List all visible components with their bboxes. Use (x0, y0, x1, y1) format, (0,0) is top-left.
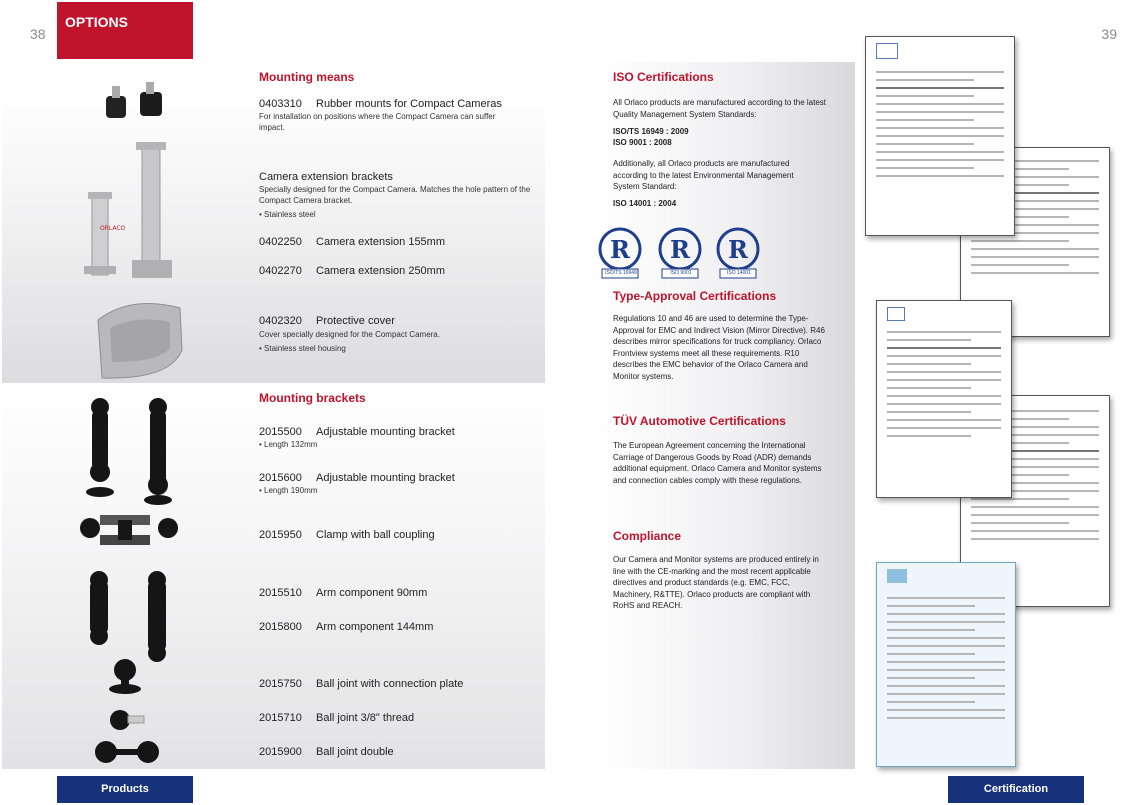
tuv-title: TÜV Automotive Certifications (613, 414, 786, 428)
item-2015950 (259, 529, 435, 541)
item-name: Arm component 144mm (316, 621, 434, 633)
item-0402320 (259, 315, 395, 327)
iso-intro: All Orlaco products are manufactured according to the latest Quality Management System Standards: (613, 98, 826, 119)
type-approval-title: Type-Approval Certifications (613, 289, 777, 303)
mounting-means-title: Mounting means (259, 70, 355, 84)
item-code: 2015600 (259, 472, 302, 484)
item-code: 2015800 (259, 621, 302, 633)
item-2015500 (259, 426, 455, 438)
products-button[interactable]: Products (57, 776, 193, 803)
item-name: Camera extension 250mm (316, 265, 446, 277)
item-code: 2015500 (259, 426, 302, 438)
item-code: 0402250 (259, 236, 302, 248)
protective-cover-image (98, 304, 182, 379)
item-code: 2015750 (259, 678, 302, 690)
ball-joint-plate-image (109, 659, 141, 694)
item-description: For installation on positions where the Compact Camera can suffer impact. (259, 112, 496, 132)
certificate-document (876, 300, 1012, 498)
certificate-logo-icon (876, 43, 898, 59)
page-number-left: 38 (30, 26, 46, 42)
certificate-logo-icon (887, 307, 905, 321)
logo-caption: ISO 9001 (670, 270, 692, 276)
svg-text:R: R (728, 235, 748, 264)
item-name: Clamp with ball coupling (316, 529, 435, 541)
item-0403310 (259, 98, 502, 110)
item-description: Cover specially designed for the Compact Camera. (259, 330, 440, 339)
item-code: 2015950 (259, 529, 302, 541)
logo-caption: ISO 14001 (727, 270, 751, 276)
item-name: Protective cover (316, 315, 395, 327)
item-bullet: • Stainless steel (259, 210, 316, 219)
compliance-title: Compliance (613, 529, 682, 543)
type-approval-text: Regulations 10 and 46 are used to determine the Type-Approval for EMC and Indirect Vision (Mirror Directive). R46 describes mirror specifications for truck compliancy. Orlaco Frontview systems meet all these requirements. R10 describes the EMC behavior of the Orlaco Camera and Monitor systems. (613, 314, 825, 381)
item-name: Ball joint double (316, 746, 394, 758)
item-2015710 (259, 712, 414, 724)
item-2015800 (259, 621, 433, 633)
logo-caption: ISO/TS 16949 (605, 270, 637, 276)
svg-text:R: R (610, 235, 630, 264)
item-code: 2015710 (259, 712, 302, 724)
iso-title: ISO Certifications (613, 70, 714, 84)
svg-text:ORLACO: ORLACO (100, 225, 126, 232)
tuv-text: The European Agreement concerning the International Carriage of Dangerous Goods by Road (ADR) demands additional equipment. Orlaco Camera and Monitor systems and connection cables comply with these regulations. (613, 441, 822, 485)
ball-joint-thread-image (110, 710, 144, 730)
iso-logo-row (596, 225, 766, 281)
item-camera-extension-brackets (259, 171, 393, 183)
item-code: 2015510 (259, 587, 302, 599)
certificate-document (876, 562, 1016, 767)
item-2015900 (259, 746, 394, 758)
item-code: 0403310 (259, 98, 302, 110)
item-bullet: • Stainless steel housing (259, 344, 346, 353)
item-name: Camera extension brackets (259, 171, 393, 183)
iso-standard-14001: ISO 14001 : 2004 (613, 199, 677, 208)
item-name: Rubber mounts for Compact Cameras (316, 98, 502, 110)
mounting-brackets-title: Mounting brackets (259, 391, 366, 405)
certificate-document (865, 36, 1015, 236)
item-name: Arm component 90mm (316, 587, 428, 599)
item-0402250 (259, 236, 445, 248)
ball-joint-double-image (95, 741, 159, 763)
iso-standard-ts16949: ISO/TS 16949 : 2009 (613, 127, 689, 136)
item-description: Specially designed for the Compact Camera. Matches the hole pattern of the Compact Camera bracket. (259, 185, 531, 205)
extension-bracket-image (84, 142, 172, 278)
product-images (70, 80, 210, 780)
item-name: Ball joint 3/8" thread (316, 712, 415, 724)
iso-standard-9001: ISO 9001 : 2008 (613, 138, 672, 147)
options-tab: OPTIONS (57, 2, 193, 59)
item-name: Ball joint with connection plate (316, 678, 464, 690)
item-code: 0402320 (259, 315, 302, 327)
item-bullet: • Length 190mm (259, 486, 318, 495)
item-name: Adjustable mounting bracket (316, 472, 455, 484)
clamp-image (80, 515, 178, 545)
item-code: 0402270 (259, 265, 302, 277)
item-code: 2015900 (259, 746, 302, 758)
item-name: Camera extension 155mm (316, 236, 446, 248)
page-number-right: 39 (1101, 26, 1117, 42)
item-2015600 (259, 472, 455, 484)
compliance-text: Our Camera and Monitor systems are produced entirely in line with the CE-marking and the most recent applicable directives and product standards (e.g. EMC, FCC, Machinery, R&TTE). Orlaco products are compliant with RoHS and REACH. (613, 555, 819, 610)
rubber-mount-image (106, 82, 162, 118)
item-2015510 (259, 587, 427, 599)
item-2015750 (259, 678, 463, 690)
adjustable-bracket-image (86, 398, 172, 505)
certificate-logo-icon (887, 569, 907, 583)
item-name: Adjustable mounting bracket (316, 426, 455, 438)
item-bullet: • Length 132mm (259, 440, 318, 449)
svg-text:R: R (670, 235, 690, 264)
item-0402270 (259, 265, 445, 277)
certification-button[interactable]: Certification (948, 776, 1084, 803)
iso-environmental: Additionally, all Orlaco products are manufactured according to the latest Environmental Management System Standard: (613, 159, 794, 191)
arm-component-image (90, 571, 166, 662)
